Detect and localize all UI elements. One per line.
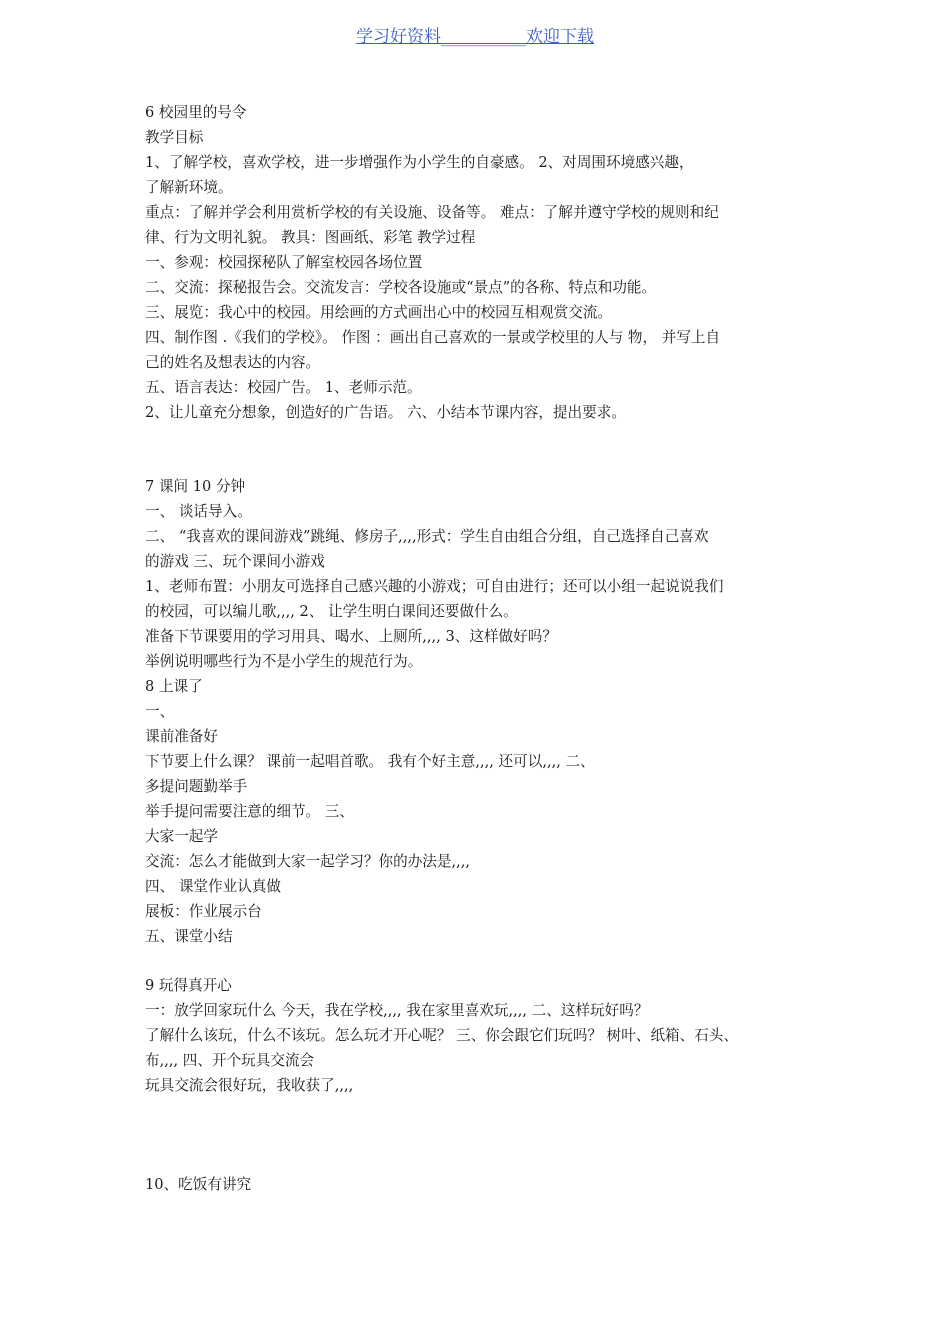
text-line: 五、语言表达：校园广告。 1、老师示范。	[145, 379, 422, 396]
text-line: 2、让儿童充分想象，创造好的广告语。 六、小结本节课内容，提出要求。	[145, 404, 626, 421]
text-line: 举手提问需要注意的细节。 三、	[145, 803, 354, 820]
text-line: 四、制作图 .《我们的学校》。 作图 ：画出自己喜欢的一景或学校里的人与 物， 并写上自	[145, 329, 721, 346]
text-line: 准备下节课要用的学习用具、喝水、上厕所,,,, 3、这样做好吗？	[145, 628, 557, 645]
text-line: 了解什么该玩，什么不该玩。怎么玩才开心呢？ 三、你会跟它们玩吗？ 树叶、纸箱、石头、	[145, 1027, 739, 1044]
section-title: 8 上课了	[145, 678, 203, 695]
text-line: 一、	[145, 703, 175, 720]
text-line: 1、老师布置：小朋友可选择自己感兴趣的小游戏；可自由进行；还可以小组一起说说我们	[145, 578, 724, 595]
text-line: 三、展览：我心中的校园。用绘画的方式画出心中的校园互相观赏交流。	[145, 304, 613, 321]
text-line: 大家一起学	[145, 828, 218, 845]
text-line: 1、了解学校，喜欢学校，进一步增强作为小学生的自豪感。 2、对周围环境感兴趣，	[145, 154, 694, 171]
text-line: 一：放学回家玩什么 今天，我在学校,,,, 我在家里喜欢玩,,,, 二、这样玩好吗？	[145, 1002, 649, 1019]
text-line: 交流：怎么才能做到大家一起学习？你的办法是,,,,	[145, 853, 471, 870]
text-line: 下节要上什么课？ 课前一起唱首歌。 我有个好主意,,,, 还可以,,,, 二、	[145, 753, 595, 770]
text-line: 教学目标	[145, 129, 204, 146]
header-gap: __________	[441, 27, 526, 47]
section-title: 7 课间 10 分钟	[145, 478, 246, 495]
text-line: 二、交流：探秘报告会。交流发言：学校各设施或“景点”的各称、特点和功能。	[145, 279, 657, 296]
text-line: 五、课堂小结	[145, 928, 233, 945]
text-line: 重点：了解并学会利用赏析学校的有关设施、设备等。 难点：了解并遵守学校的规则和纪	[145, 204, 719, 221]
text-line: 举例说明哪些行为不是小学生的规范行为。	[145, 653, 423, 670]
text-line: 四、 课堂作业认真做	[145, 878, 281, 895]
page-header	[0, 22, 950, 47]
section-title: 6 校园里的号令	[145, 104, 247, 121]
text-line: 一、参观：校园探秘队了解室校园各场位置	[145, 254, 423, 271]
text-line: 己的姓名及想表达的内容。	[145, 354, 321, 371]
text-line: 的校园，可以编儿歌,,,, 2、 让学生明白课间还要做什么。	[145, 603, 518, 620]
header-right-text: 欢迎下载	[526, 27, 594, 47]
text-line: 二、 “我喜欢的课间游戏”跳绳、修房子,,,,形式：学生自由组合分组，自己选择自己喜欢	[145, 528, 709, 545]
section-title: 9 玩得真开心	[145, 977, 232, 994]
text-line: 的游戏 三、玩个课间小游戏	[145, 553, 325, 570]
text-line: 课前准备好	[145, 728, 218, 745]
text-line: 布,,,, 四、开个玩具交流会	[145, 1052, 315, 1069]
header-left-text: 学习好资料	[356, 27, 441, 47]
text-line: 了解新环境。	[145, 179, 233, 196]
text-line: 多提问题勤举手	[145, 778, 248, 795]
section-title: 10、吃饭有讲究	[145, 1176, 252, 1193]
text-line: 一、 谈话导入。	[145, 503, 252, 520]
text-line: 展板：作业展示台	[145, 903, 262, 920]
text-line: 玩具交流会很好玩，我收获了,,,,	[145, 1077, 354, 1094]
text-line: 律、行为文明礼貌。 教具：图画纸、彩笔 教学过程	[145, 229, 476, 246]
